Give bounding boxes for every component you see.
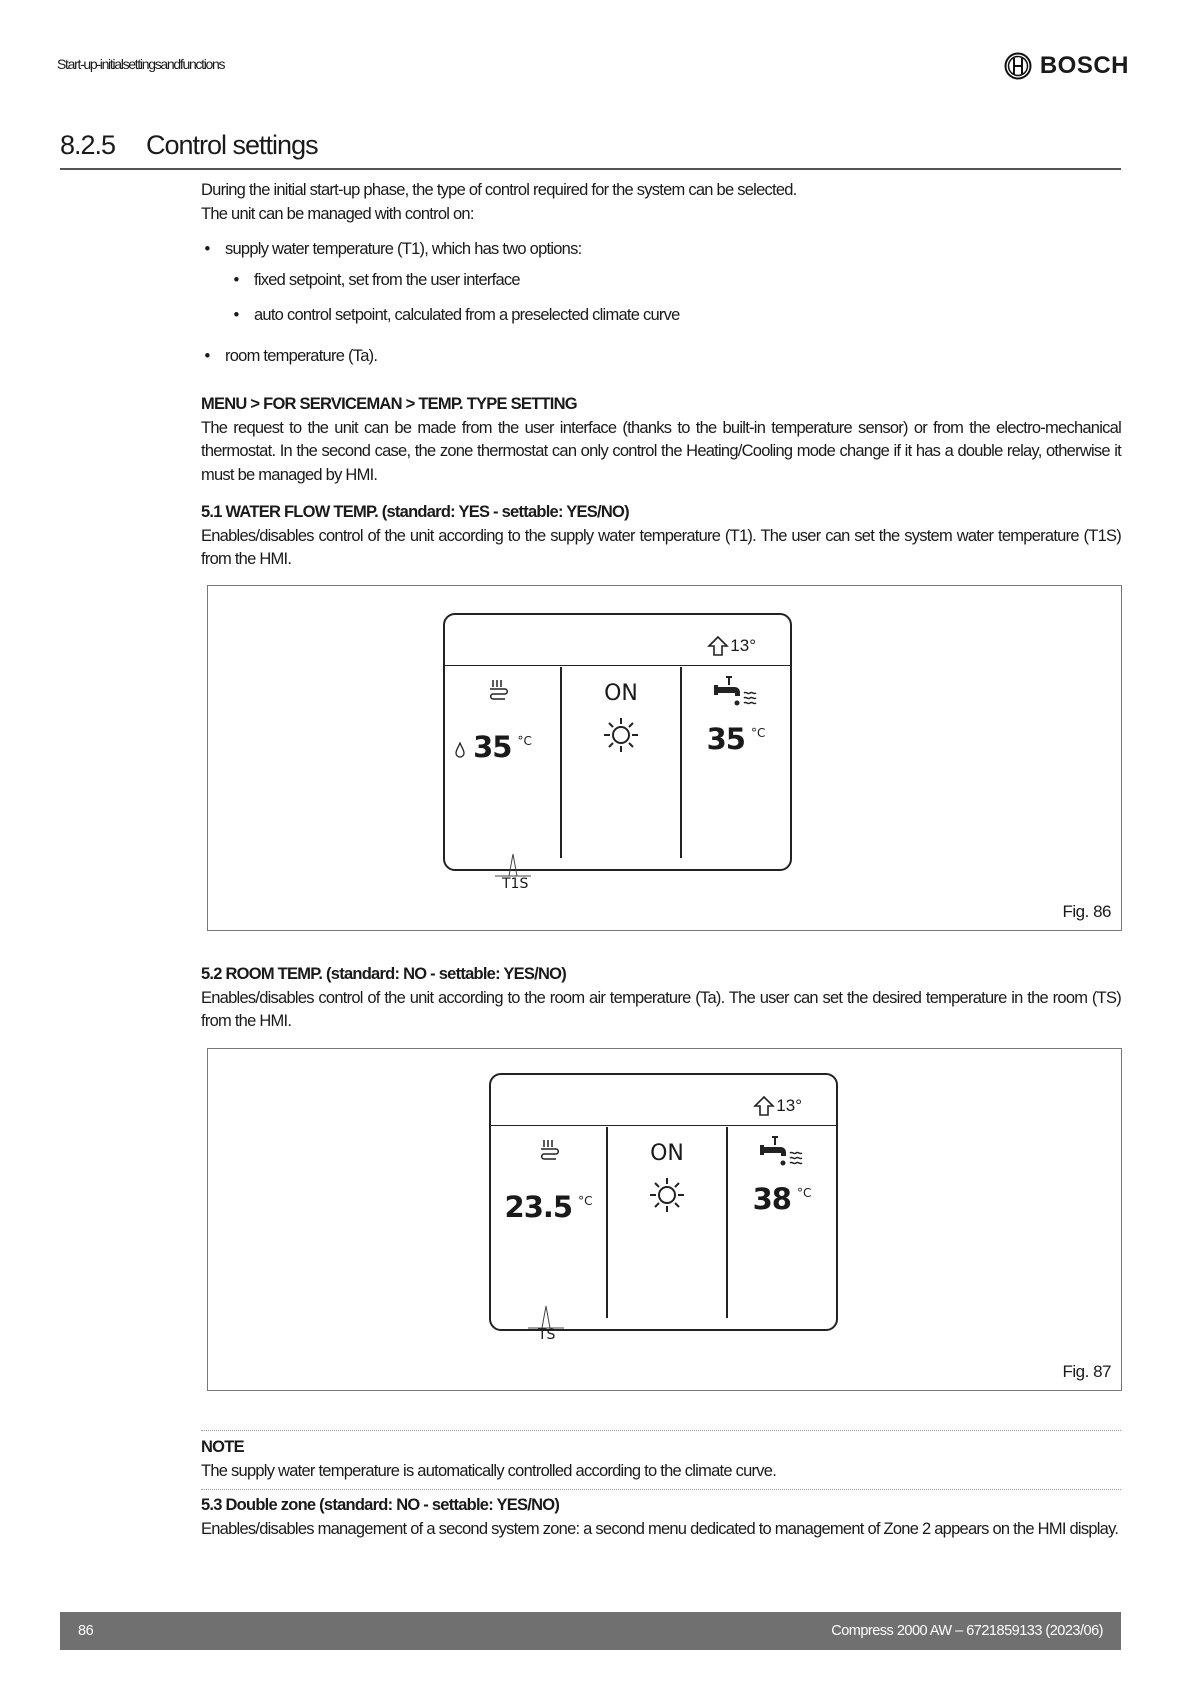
water-drop-icon <box>454 742 466 758</box>
figure-87 <box>207 1048 1122 1391</box>
unit: °C <box>578 1194 593 1208</box>
figure-86 <box>207 585 1122 931</box>
brand-name: BOSCH <box>1039 52 1129 79</box>
t1s-label: T1S <box>502 876 529 892</box>
section-heading: Control settings <box>146 130 318 160</box>
underfloor-heating-icon <box>536 1137 562 1163</box>
note-heading: NOTE <box>201 1438 244 1456</box>
text-5-3: Enables/disables management of a second system zone: a second menu dedicated to management of Zone 2 appears on the HMI display. <box>201 1519 1119 1538</box>
title-rule <box>60 168 1121 170</box>
sun-heating-icon <box>602 716 640 754</box>
list-item-text: auto control setpoint, calculated from a preselected climate curve <box>254 306 680 324</box>
heading-5-1: 5.1 WATER FLOW TEMP. (standard: YES - settable: YES/NO) <box>201 503 629 521</box>
bosch-armature-icon <box>1004 52 1032 80</box>
document-id: Compress 2000 AW – 6721859133 (2023/06) <box>831 1623 1103 1639</box>
list-item-text: supply water temperature (T1), which has two options: <box>225 240 582 258</box>
unit: °C <box>517 734 532 748</box>
page-number: 86 <box>78 1623 94 1639</box>
text-5-1: Enables/disables control of the unit according to the supply water temperature (T1). The user can set the system water temperature (T1S) from the HMI. <box>201 526 1121 568</box>
unit: °C <box>796 1186 812 1200</box>
dhw-temp-value: 38 <box>752 1182 791 1216</box>
section-5-1 <box>201 501 1121 572</box>
bullet-dot: • <box>233 271 239 289</box>
running-header: Start-up-initialsettingsandfunctions <box>57 56 225 72</box>
intro <box>201 179 1121 226</box>
section-5-2 <box>201 963 1121 1034</box>
bullet-dot: • <box>204 240 210 258</box>
status-on: ON <box>650 1141 684 1166</box>
intro-line: During the initial start-up phase, the type of control required for the system can be selected. <box>201 181 797 199</box>
list-item <box>230 269 1150 293</box>
note-text: The supply water temperature is automatically controlled according to the climate curve. <box>201 1461 777 1480</box>
heading-5-3: 5.3 Double zone (standard: NO - settable: YES/NO) <box>201 1496 560 1514</box>
dhw-temp-value: 35 <box>706 722 745 756</box>
underfloor-heating-icon <box>485 677 511 703</box>
house-icon <box>753 1095 775 1117</box>
figure-label: Fig. 86 <box>1062 902 1111 921</box>
unit: °C <box>750 726 766 740</box>
mode-column <box>562 667 680 759</box>
tap-water-icon <box>758 1135 806 1169</box>
intro-line: The unit can be managed with control on: <box>201 204 474 223</box>
dhw-column <box>728 1127 836 1216</box>
status-on: ON <box>604 681 638 706</box>
bullet-dot: • <box>233 306 239 324</box>
note-divider <box>201 1489 1121 1490</box>
room-temp-value: 23.5 <box>504 1190 573 1224</box>
ts-label: TS <box>538 1327 556 1343</box>
tap-water-icon <box>712 675 760 709</box>
figure-label: Fig. 87 <box>1062 1362 1111 1381</box>
heating-zone <box>445 667 560 764</box>
outdoor-temp <box>707 635 756 657</box>
heading-5-2: 5.2 ROOM TEMP. (standard: NO - settable: YES/NO) <box>201 965 566 983</box>
list-item <box>230 304 1150 328</box>
menu-text: The request to the unit can be made from the user interface (thanks to the built-in temperature sensor) or from the electro-mechanical thermostat. In the second case, the zone thermostat can only control the Heating/Cooling mode change if it has a double relay, otherwise it must be managed by HMI. <box>201 418 1121 484</box>
mode-column <box>608 1127 726 1219</box>
list-item <box>201 345 1121 369</box>
dhw-column <box>682 667 790 756</box>
page-footer <box>60 1612 1121 1650</box>
list-item-text: fixed setpoint, set from the user interface <box>254 271 520 289</box>
outdoor-temp-value: 13° <box>730 636 756 655</box>
bullet-dot: • <box>204 347 210 365</box>
house-icon <box>707 635 729 657</box>
note <box>201 1436 1121 1483</box>
outdoor-temp <box>753 1095 802 1117</box>
hmi-display <box>489 1073 838 1331</box>
menu-section <box>201 393 1121 487</box>
section-title <box>60 130 318 161</box>
list-item-text: room temperature (Ta). <box>225 347 378 365</box>
sun-heating-icon <box>648 1176 686 1214</box>
hmi-display <box>443 613 792 871</box>
section-5-3 <box>201 1494 1121 1541</box>
outdoor-temp-value: 13° <box>776 1096 802 1115</box>
menu-path-heading: MENU > FOR SERVICEMAN > TEMP. TYPE SETTING <box>201 395 577 413</box>
note-divider <box>201 1430 1121 1431</box>
water-temp-value: 35 <box>473 730 512 764</box>
bosch-logo <box>1004 52 1129 80</box>
section-number: 8.2.5 <box>60 130 116 160</box>
list-item <box>201 238 1121 262</box>
text-5-2: Enables/disables control of the unit according to the room air temperature (Ta). The user can set the desired temperature in the room (TS) from the HMI. <box>201 988 1121 1030</box>
room-zone <box>491 1127 606 1224</box>
